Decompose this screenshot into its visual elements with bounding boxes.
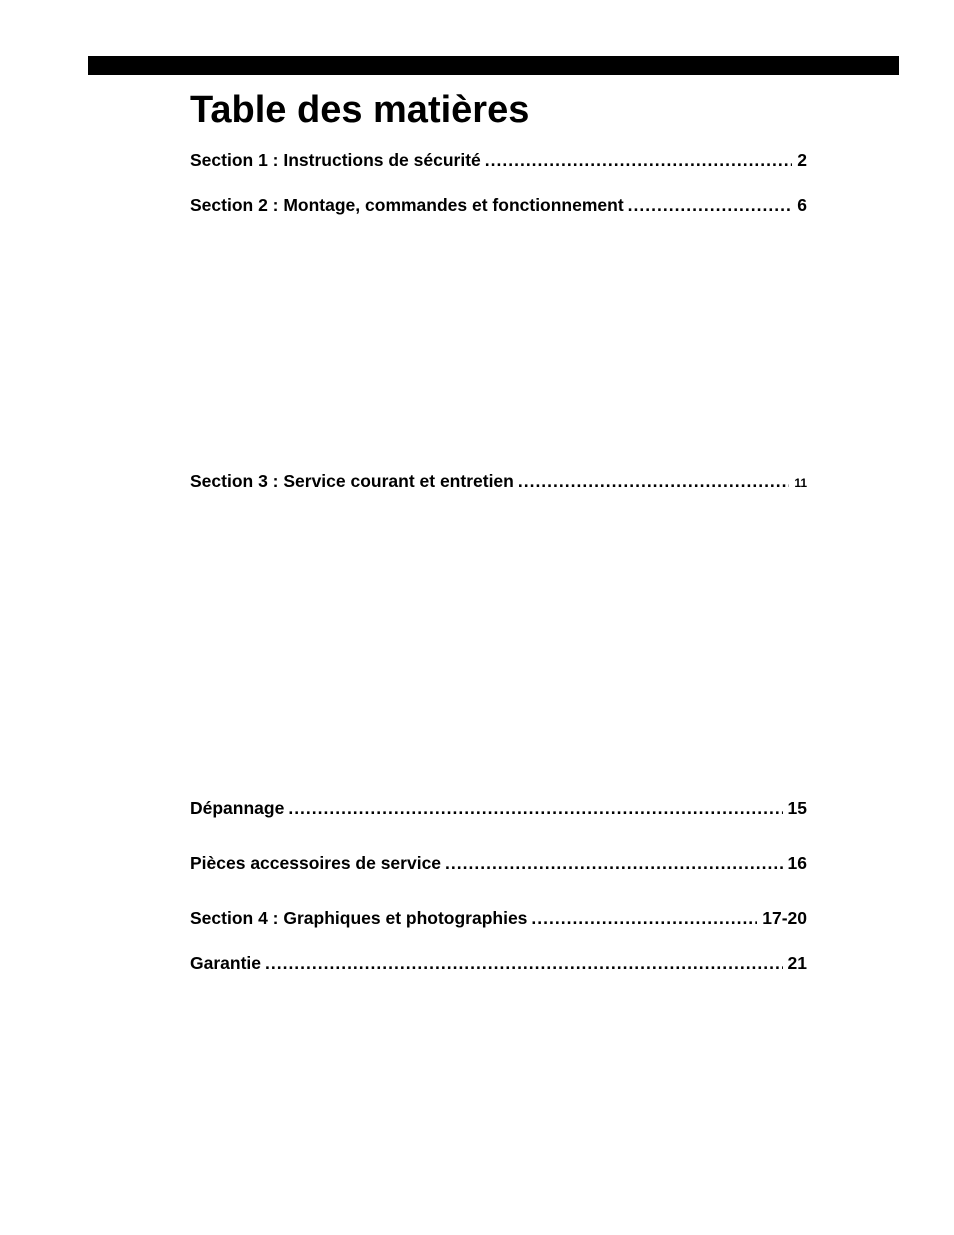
toc-entry-label: Section 4 : Graphiques et photographies [190,908,528,928]
toc-page-number: 2 [797,150,807,170]
toc-page-number: 17-20 [762,908,807,928]
toc-entry-pieces[interactable] [190,852,807,874]
toc-entry-garantie[interactable] [190,952,807,974]
toc-page-number: 16 [787,853,807,873]
dot-leader [445,852,782,874]
dot-leader [265,952,783,974]
toc-entry-label: Section 1 : Instructions de sécurité [190,150,481,170]
toc-entry-section-2[interactable] [190,194,807,216]
dot-leader [288,797,782,819]
toc-page-number: 21 [787,953,807,973]
toc-entry-label: Pièces accessoires de service [190,853,442,873]
toc-entry-label: Garantie [190,953,261,973]
dot-leader [531,907,757,929]
toc-entry-section-4[interactable] [190,907,807,929]
toc-entry-label: Section 3 : Service courant et entretien [190,471,514,491]
toc-page-number: 11 [794,476,807,490]
dot-leader [518,470,789,492]
toc-entry-section-3[interactable] [190,470,807,492]
toc-entry-label: Section 2 : Montage, commandes et fonctionnement [190,195,624,215]
toc-page-number: 6 [797,195,807,215]
page-title: Table des matières [190,89,530,131]
toc-entry-section-1[interactable] [190,149,807,171]
dot-leader [485,149,792,171]
toc-entry-label: Dépannage [190,798,285,818]
header-rule [88,56,899,75]
toc-page-number: 15 [787,798,807,818]
toc-entry-depannage[interactable] [190,797,807,819]
dot-leader [628,194,793,216]
